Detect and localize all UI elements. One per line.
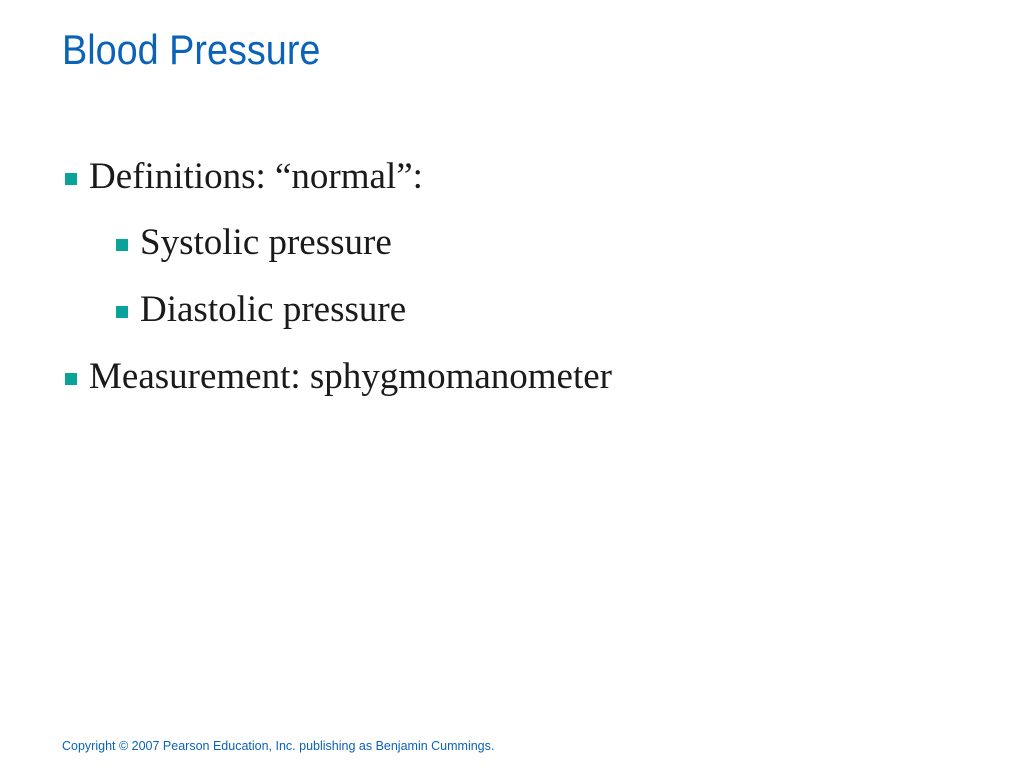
square-bullet-icon: [116, 239, 128, 251]
bullet-text: Definitions: “normal”:: [89, 156, 423, 197]
sub-bullet-item-systolic: [116, 221, 392, 265]
copyright-footer: Copyright © 2007 Pearson Education, Inc. publishing as Benjamin Cummings.: [62, 739, 495, 753]
square-bullet-icon: [65, 373, 77, 385]
square-bullet-icon: [65, 173, 77, 185]
bullet-item-definitions: [65, 155, 423, 199]
bullet-text: Systolic pressure: [140, 222, 392, 263]
square-bullet-icon: [116, 306, 128, 318]
sub-bullet-item-diastolic: [116, 288, 406, 332]
bullet-text: Diastolic pressure: [140, 289, 407, 330]
bullet-text: Measurement: sphygmomanometer: [89, 356, 613, 397]
bullet-item-measurement: [65, 355, 612, 399]
slide-title: Blood Pressure: [62, 26, 321, 73]
